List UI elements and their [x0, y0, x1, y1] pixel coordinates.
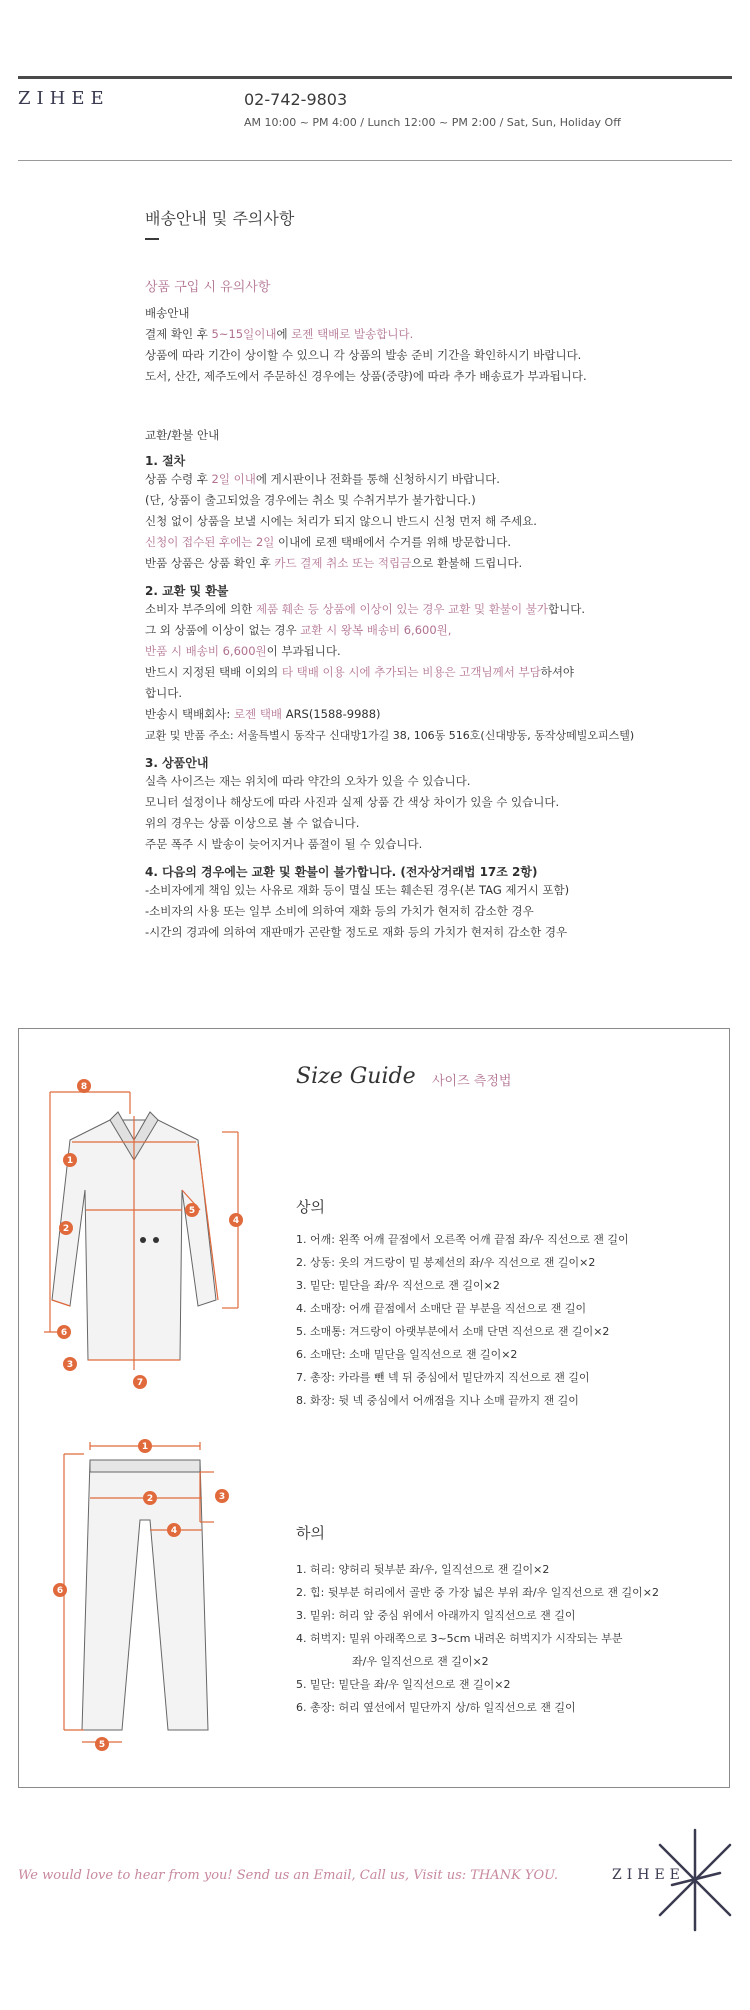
non-refundable-line-1: -소비자에게 책임 있는 사유로 재화 등이 멸실 또는 훼손된 경우(본 TAG 제거시 포함)	[145, 883, 570, 897]
text-span: 반송시 택배회사:	[145, 707, 234, 721]
list-item: 좌/우 일직선으로 잰 길이×2	[352, 1655, 489, 1668]
exchange-line-5: 합니다.	[145, 686, 182, 700]
procedure-line-4	[145, 532, 705, 553]
coat-marker-label: 7	[136, 1378, 144, 1388]
list-item: 7. 총장: 카라를 뺀 넥 뒤 중심에서 밑단까지 직선으로 잰 길이	[296, 1371, 590, 1384]
text-span: 신청이 접수된 후에는 2일	[145, 535, 275, 549]
pants-diagram	[50, 1430, 250, 1760]
text-span: 그 외 상품에 이상이 없는 경우	[145, 623, 301, 637]
non-refundable-line-2: -소비자의 사용 또는 일부 소비에 의하여 재화 등의 가치가 현저히 감소한 경우	[145, 904, 534, 918]
coat-diagram	[30, 1070, 250, 1400]
star-mark-icon	[650, 1825, 740, 1935]
exchange-heading: 교환/환불 안내	[145, 428, 220, 442]
text-span: 제품 훼손 등 상품에 이상이 있는 경우 교환 및 환불이 불가	[255, 602, 549, 616]
text-span: 타 택배 이용 시에 추가되는 비용은 고객님께서 부담	[281, 665, 541, 679]
list-item: 5. 소매통: 겨드랑이 아랫부분에서 소매 단면 직선으로 잰 길이×2	[296, 1325, 610, 1338]
pants-marker-label: 6	[56, 1586, 64, 1596]
procedure-line-5	[145, 553, 705, 574]
list-item: 5. 밑단: 밑단을 좌/우 일직선으로 잰 길이×2	[296, 1678, 511, 1691]
procedure-title: 1. 절차	[145, 454, 186, 468]
exchange-line-6	[145, 704, 705, 725]
header-divider	[18, 160, 732, 161]
exchange-line-3	[145, 641, 705, 662]
product-info-line-4: 주문 폭주 시 발송이 늦어지거나 품절이 될 수 있습니다.	[145, 837, 423, 851]
procedure-line-1	[145, 469, 705, 490]
non-refundable-line-3: -시간의 경과에 의하여 재판매가 곤란할 정도로 재화 등의 가치가 현저히 감소한 경우	[145, 925, 568, 939]
pants-marker-label: 1	[141, 1442, 149, 1452]
list-item: 1. 어깨: 왼쪽 어깨 끝점에서 오른쪽 어깨 끝점 좌/우 직선으로 잰 길이	[296, 1233, 629, 1246]
delivery-line-3: 도서, 산간, 제주도에서 주문하신 경우에는 상품(중량)에 따라 추가 배송료가 부과됩니다.	[145, 369, 587, 383]
text-span: 이내에 로젠 택배에서 수거를 위해 방문합니다.	[274, 535, 512, 549]
delivery-heading: 배송안내	[145, 306, 190, 320]
coat-marker-label: 3	[66, 1360, 74, 1370]
coat-marker-label: 6	[60, 1328, 68, 1338]
product-info-line-1: 실측 사이즈는 재는 위치에 따라 약간의 오차가 있을 수 있습니다.	[145, 774, 471, 788]
text-span: 소비자 부주의에 의한	[145, 602, 256, 616]
bottom-garment-label: 하의	[296, 1524, 325, 1542]
business-hours: AM 10:00 ~ PM 4:00 / Lunch 12:00 ~ PM 2:00 / Sat, Sun, Holiday Off	[244, 116, 621, 129]
product-info-line-2: 모니터 설정이나 해상도에 따라 사진과 실제 상품 간 색상 차이가 있을 수 있습니다.	[145, 795, 560, 809]
list-item: 4. 허벅지: 밑위 아래쪽으로 3~5cm 내려온 허벅지가 시작되는 부분	[296, 1632, 623, 1645]
text-span: 에 게시판이나 전화를 통해 신청하시기 바랍니다.	[255, 472, 500, 486]
page-title: 배송안내 및 주의사항	[145, 209, 295, 228]
coat-marker-label: 1	[66, 1156, 74, 1166]
list-item: 3. 밑단: 밑단을 좌/우 직선으로 잰 길이×2	[296, 1279, 500, 1292]
exchange-line-4	[145, 662, 705, 683]
footer-brand-logo: ZIHEE	[612, 1867, 685, 1883]
product-info-title: 3. 상품안내	[145, 756, 209, 770]
list-item: 1. 허리: 양허리 뒷부분 좌/우, 일직선으로 잰 길이×2	[296, 1563, 550, 1576]
header-top-rule	[18, 76, 732, 79]
size-guide-title: 사이즈 측정법	[432, 1074, 512, 1089]
notice-body	[145, 276, 705, 943]
text-span: 교환 시 왕복 배송비 6,600원,	[300, 623, 452, 637]
size-guide-script-title: Size Guide	[296, 1064, 416, 1089]
text-span: 카드 결제 취소 또는 적립금	[274, 556, 412, 570]
coat-marker-label: 5	[188, 1206, 196, 1216]
text-span: 결제 확인 후	[145, 327, 212, 341]
list-item: 8. 화장: 뒷 넥 중심에서 어깨점을 지나 소매 끝까지 잰 길이	[296, 1394, 579, 1407]
text-span: 로젠 택배로 발송합니다.	[291, 327, 414, 341]
pants-marker-label: 2	[146, 1494, 154, 1504]
procedure-line-2: (단, 상품이 출고되었을 경우에는 취소 및 수취거부가 불가합니다.)	[145, 493, 476, 507]
list-item: 6. 소매단: 소매 밑단을 일직선으로 잰 길이×2	[296, 1348, 518, 1361]
text-span: 반드시 지정된 택배 이외의	[145, 665, 282, 679]
procedure-line-3: 신청 없이 상품을 보낼 시에는 처리가 되지 않으니 반드시 신청 먼저 해 주세요.	[145, 514, 537, 528]
pants-marker-label: 3	[218, 1492, 226, 1502]
pants-marker-label: 4	[170, 1526, 178, 1536]
purchase-heading: 상품 구입 시 유의사항	[145, 280, 271, 295]
delivery-line-2: 상품에 따라 기간이 상이할 수 있으니 각 상품의 발송 준비 기간을 확인하시기 바랍니다.	[145, 348, 582, 362]
list-item: 2. 상동: 옷의 겨드랑이 밑 봉제선의 좌/우 직선으로 잰 길이×2	[296, 1256, 596, 1269]
coat-marker-label: 8	[80, 1082, 88, 1092]
non-refundable-title: 4. 다음의 경우에는 교환 및 환불이 불가합니다. (전자상거래법 17조 2항)	[145, 865, 538, 879]
text-span: 으로 환불해 드립니다.	[411, 556, 523, 570]
text-span: 합니다.	[548, 602, 585, 616]
brand-logo: ZIHEE	[18, 88, 110, 109]
contact-phone: 02-742-9803	[244, 90, 348, 109]
bottom-measure-list	[296, 1558, 716, 1719]
text-span: 2일 이내	[211, 472, 256, 486]
exchange-refund-title: 2. 교환 및 환불	[145, 584, 229, 598]
exchange-address: 교환 및 반품 주소: 서울특별시 동작구 신대방1가길 38, 106동 516호(신대방동, 동작상떼빌오피스텔)	[145, 729, 635, 742]
text-span: 반품 상품은 상품 확인 후	[145, 556, 275, 570]
pants-marker-label: 5	[98, 1740, 106, 1750]
exchange-line-2	[145, 620, 705, 641]
delivery-line-1	[145, 324, 705, 345]
product-info-line-3: 위의 경우는 상품 이상으로 볼 수 없습니다.	[145, 816, 360, 830]
title-underline	[145, 238, 159, 240]
top-garment-label: 상의	[296, 1198, 325, 1216]
text-span: 5~15일이내	[211, 327, 277, 341]
coat-marker-label: 2	[62, 1224, 70, 1234]
exchange-line-1	[145, 599, 705, 620]
top-measure-list	[296, 1228, 716, 1412]
list-item: 3. 밑위: 허리 앞 중심 위에서 아래까지 일직선으로 잰 길이	[296, 1609, 576, 1622]
text-span: 반품 시 배송비 6,600원	[145, 644, 267, 658]
list-item: 6. 총장: 허리 옆선에서 밑단까지 상/하 일직선으로 잰 길이	[296, 1701, 576, 1714]
text-span: 하셔야	[540, 665, 575, 679]
list-item: 2. 힙: 뒷부분 허리에서 골반 중 가장 넓은 부위 좌/우 일직선으로 잰 길이×2	[296, 1586, 659, 1599]
text-span: 상품 수령 후	[145, 472, 212, 486]
text-span: 에	[276, 327, 292, 341]
text-span: 로젠 택배	[233, 707, 283, 721]
text-span: ARS(1588-9988)	[282, 707, 381, 721]
list-item: 4. 소매장: 어깨 끝점에서 소매단 끝 부분을 직선으로 잰 길이	[296, 1302, 587, 1315]
text-span: 이 부과됩니다.	[266, 644, 341, 658]
footer-message: We would love to hear from you! Send us an Email, Call us, Visit us: THANK YOU.	[18, 1868, 559, 1883]
coat-marker-label: 4	[232, 1216, 240, 1226]
